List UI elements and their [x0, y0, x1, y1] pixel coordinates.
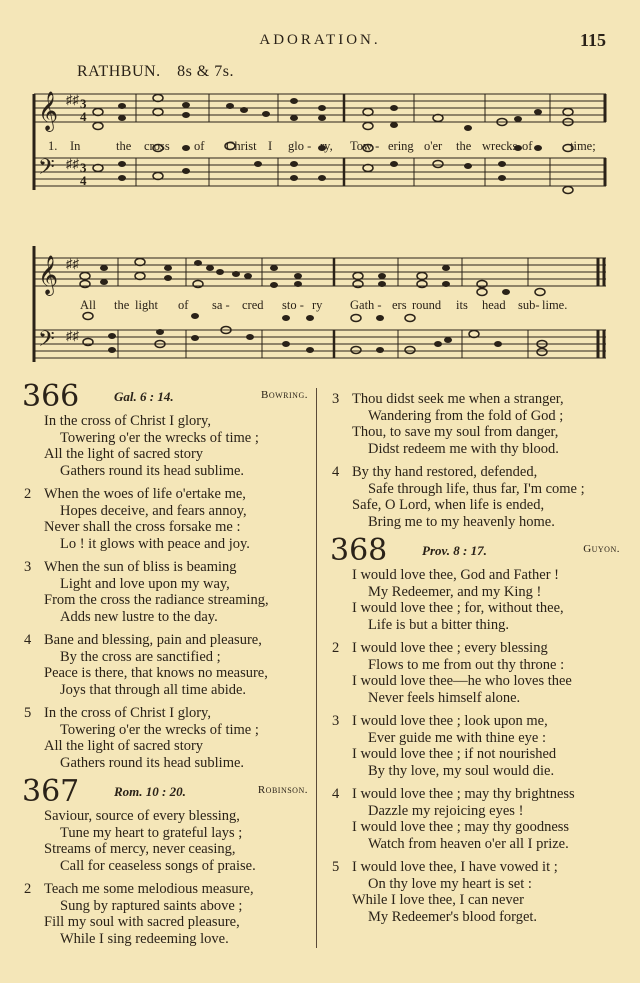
verse-number: 2	[24, 486, 32, 502]
verse: 4 Bane and blessing, pain and pleasure, By the cross are sanctified ; Peace is there, that knows no measure, Joys that through all time abide.	[24, 632, 268, 698]
verse-number: 5	[24, 705, 32, 721]
scripture-reference: Gal. 6 : 14.	[114, 389, 174, 404]
music-system-2: 𝄞 𝄢 ♯♯ ♯♯ All the light of sa - cred sto - ry Gath - ers round its head sub- lime.	[30, 238, 610, 368]
verse: In the cross of Christ I glory, Towering o'er the wrecks of time ; All the light of sacred story Gathers round its head sublime.	[44, 413, 259, 479]
right-column	[330, 391, 620, 932]
svg-text:♯♯: ♯♯	[66, 156, 79, 171]
svg-text:♯♯: ♯♯	[66, 256, 79, 271]
verse-number: 3	[24, 559, 32, 575]
hymn-author: Guyon.	[583, 543, 620, 555]
hymn-author: Bowring.	[261, 389, 308, 401]
verse: 4 I would love thee ; may thy brightness Dazzle my rejoicing eyes ! I would love thee ; may thy goodness Watch from heaven o'er all I prize.	[332, 786, 575, 852]
verse-number: 2	[332, 640, 340, 656]
scripture-reference: Prov. 8 : 17.	[422, 543, 487, 558]
svg-text:♯♯: ♯♯	[66, 92, 79, 107]
svg-text:𝄞: 𝄞	[38, 257, 59, 294]
verse-number: 3	[332, 713, 340, 729]
verse: Saviour, source of every blessing, Tune my heart to grateful lays ; Streams of mercy, never ceasing, Call for ceaseless songs of praise.	[44, 808, 256, 874]
running-title: ADORATION.	[259, 32, 381, 48]
verse: 2 When the woes of life o'ertake me, Hopes deceive, and fears annoy, Never shall the cross forsake me : Lo ! it glows with peace and joy.	[24, 486, 250, 552]
page-header	[0, 30, 640, 54]
svg-text:𝄞: 𝄞	[38, 93, 59, 130]
hymn-368	[330, 533, 620, 925]
hymn-header	[330, 533, 620, 568]
tune-name: RATHBUN.	[77, 63, 161, 80]
scripture-reference: Rom. 10 : 20.	[114, 784, 186, 799]
svg-text:3: 3	[80, 160, 87, 175]
verse: 2 Teach me some melodious measure, Sung by raptured saints above ; Fill my soul with sacred pleasure, While I sing redeeming love.	[24, 881, 254, 947]
column-divider	[316, 388, 317, 948]
verse-number: 2	[24, 881, 32, 897]
tune-header	[77, 63, 234, 81]
verse-number: 4	[24, 632, 32, 648]
left-column	[22, 379, 308, 954]
verse: I would love thee, God and Father ! My Redeemer, and my King ! I would love thee ; for, without thee, Life is but a bitter thing.	[352, 567, 564, 633]
verse: 2 I would love thee ; every blessing Flows to me from out thy throne : I would love thee—he who loves thee Never feels himself alone.	[332, 640, 572, 706]
verse-number: 5	[332, 859, 340, 875]
verse: 5 In the cross of Christ I glory, Towering o'er the wrecks of time ; All the light of sacred story Gathers round its head sublime.	[24, 705, 259, 771]
hymn-number: 366	[22, 379, 80, 414]
hymn-number: 368	[330, 533, 388, 568]
tune-meter: 8s & 7s.	[177, 63, 234, 80]
verse-number: 3	[332, 391, 340, 407]
verse-number: 4	[332, 786, 340, 802]
svg-text:3: 3	[80, 96, 87, 111]
svg-text:4: 4	[80, 109, 87, 124]
hymn-author: Robinson.	[257, 784, 308, 796]
hymn-number: 367	[22, 774, 80, 809]
verse: 4 By thy hand restored, defended, Safe through life, thus far, I'm come ; Safe, O Lord, when life is ended, Bring me to my heavenly home.	[332, 464, 585, 530]
music-system-1: 𝄞 𝄢 ♯♯ ♯♯ 3 4 3 4 1. In the cross of Christ I glo - ry, Tow - ering o'er the wrecks of time;	[30, 86, 610, 206]
page-number: 115	[579, 30, 606, 50]
hymn-367-continued	[330, 391, 620, 530]
svg-text:𝄢: 𝄢	[38, 155, 55, 184]
svg-text:𝄢: 𝄢	[38, 327, 55, 356]
verse: 3 Thou didst seek me when a stranger, Wandering from the fold of God ; Thou, to save my soul from danger, Didst redeem me with thy blood.	[332, 391, 564, 457]
hymn-367	[22, 774, 308, 947]
svg-text:4: 4	[80, 173, 87, 188]
verse-number: 4	[332, 464, 340, 480]
hymn-header	[22, 379, 308, 414]
verse-label: 1.	[48, 139, 58, 153]
hymn-header	[22, 774, 308, 809]
verse: 3 When the sun of bliss is beaming Light and love upon my way, From the cross the radiance streaming, Adds new lustre to the day.	[24, 559, 269, 625]
verse: 3 I would love thee ; look upon me, Ever guide me with thine eye : I would love thee ; if not nourished By thy love, my soul would die.	[332, 713, 557, 779]
hymn-366	[22, 379, 308, 771]
verse: 5 I would love thee, I have vowed it ; On thy love my heart is set : While I love thee, I can never My Redeemer's blood forget.	[332, 859, 558, 925]
svg-text:♯♯: ♯♯	[66, 328, 79, 343]
